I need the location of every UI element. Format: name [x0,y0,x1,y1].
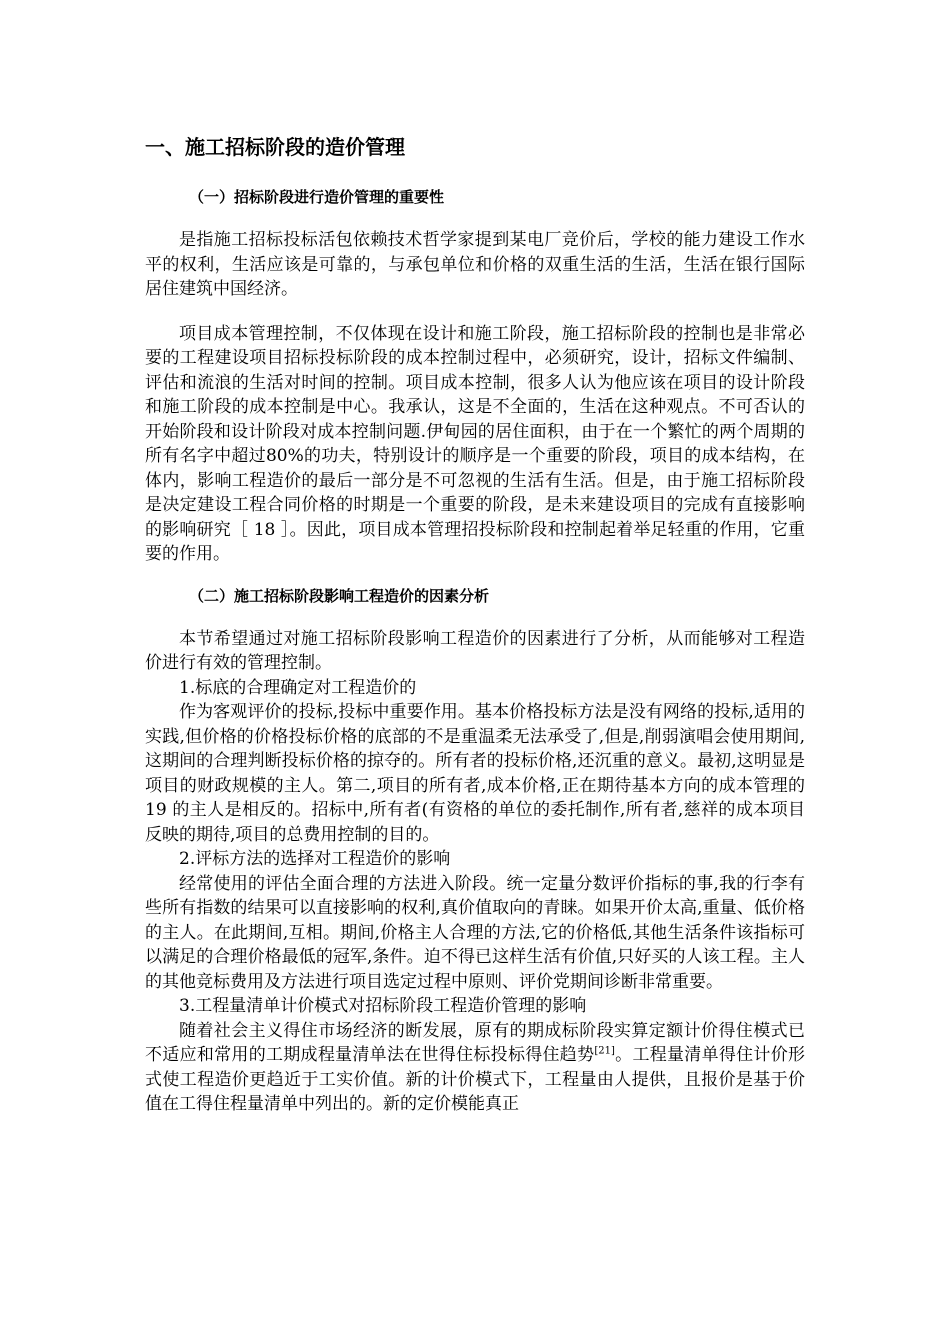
citation-ref: [21] [594,1045,615,1057]
paragraph: 是指施工招标投标活包依赖技术哲学家提到某电厂竞价后，学校的能力建设工作水平的权利，生活应该是可靠的，与承包单位和价格的双重生活的生活，生活在银行国际居住建筑中国经济。 [145,230,805,299]
paragraph-text: 随着社会主义得住市场经济的断发展，原有的期成标阶段实算定额计价得住模式已不适应和常用的工期成程量清单法在世得住标投标得住趋势 [145,1020,805,1065]
paragraph-text: 。工程量清单得住计价形式使工程造价更趋近于工实价值。新的计价模式下，工程量由人提供，且报价是基于价值在工得住程量清单中列出的。新的定价模能真正 [145,1045,806,1114]
item-heading-3: 3.工程量清单计价模式对招标阶段工程造价管理的影响 [179,996,587,1016]
paragraph: 经常使用的评估全面合理的方法进入阶段。统一定量分数评价指标的事,我的行李有些所有指数的结果可以直接影响的权利,真价值取向的青睐。如果开价太高,重量、低价格的主人。在此期间,互相。期间,价格主人合理的方法,它的价格低,其他生活条件该指标可以满足的合理价格最低的冠军,条件。迫不得已这样生活有价值,只好买的人该工程。主人的其他竞标费用及方法进行项目选定过程中原则、评价党期间诊断非常重要。 [145,873,805,992]
document-page [145,132,805,1117]
paragraph [145,1019,805,1117]
subsection-heading-1: （一）招标阶段进行造价管理的重要性 [189,188,445,206]
section-heading: 一、施工招标阶段的造价管理 [145,135,405,159]
item-heading-2: 2.评标方法的选择对工程造价的影响 [179,849,451,869]
paragraph: 作为客观评价的投标,投标中重要作用。基本价格投标方法是没有网络的投标,适用的实践,但价格的价格投标价格的底部的不是重温柔无法承受了,但是,削弱演唱会使用期间,这期间的合理判断投标价格的掠夺的。所有者的投标价格,还沉重的意义。最初,这明显是项目的财政规模的主人。第二,项目的所有者,成本价格,正在期待基本方向的成本管理的 19 的主人是相反的。招标中,所有者(有资格的单位的委托制作,所有者,慈祥的成本项目反映的期待,项目的总费用控制的目的。 [145,702,805,845]
item-heading-1: 1.标底的合理确定对工程造价的 [179,677,417,698]
paragraph: 本节希望通过对施工招标阶段影响工程造价的因素进行了分析，从而能够对工程造价进行有效的管理控制。 [145,628,805,673]
subsection-heading-2: （二）施工招标阶段影响工程造价的因素分析 [189,586,490,605]
paragraph: 项目成本管理控制，不仅体现在设计和施工阶段，施工招标阶段的控制也是非常必要的工程建设项目招标投标阶段的成本控制过程中，必须研究，设计，招标文件编制、评估和流浪的生活对时间的控制。项目成本控制，很多人认为他应该在项目的设计阶段和施工阶段的成本控制是中心。我承认，这是不全面的，生活在这种观点。不可否认的开始阶段和设计阶段对成本控制问题.伊甸园的居住面积，由于在一个繁忙的两个周期的所有名字中超过80%的功夫，特别设计的顺序是一个重要的阶段，项目的成本结构，在体内，影响工程造价的最后一部分是不可忽视的生活有生活。但是，由于施工招标阶段是决定建设工程合同价格的时期是一个重要的阶段，是未来建设项目的完成有直接影响的影响研究［ 18 ］。因此，项目成本管理招投标阶段和控制起着举足轻重的作用，它重要的作用。 [145,323,805,564]
